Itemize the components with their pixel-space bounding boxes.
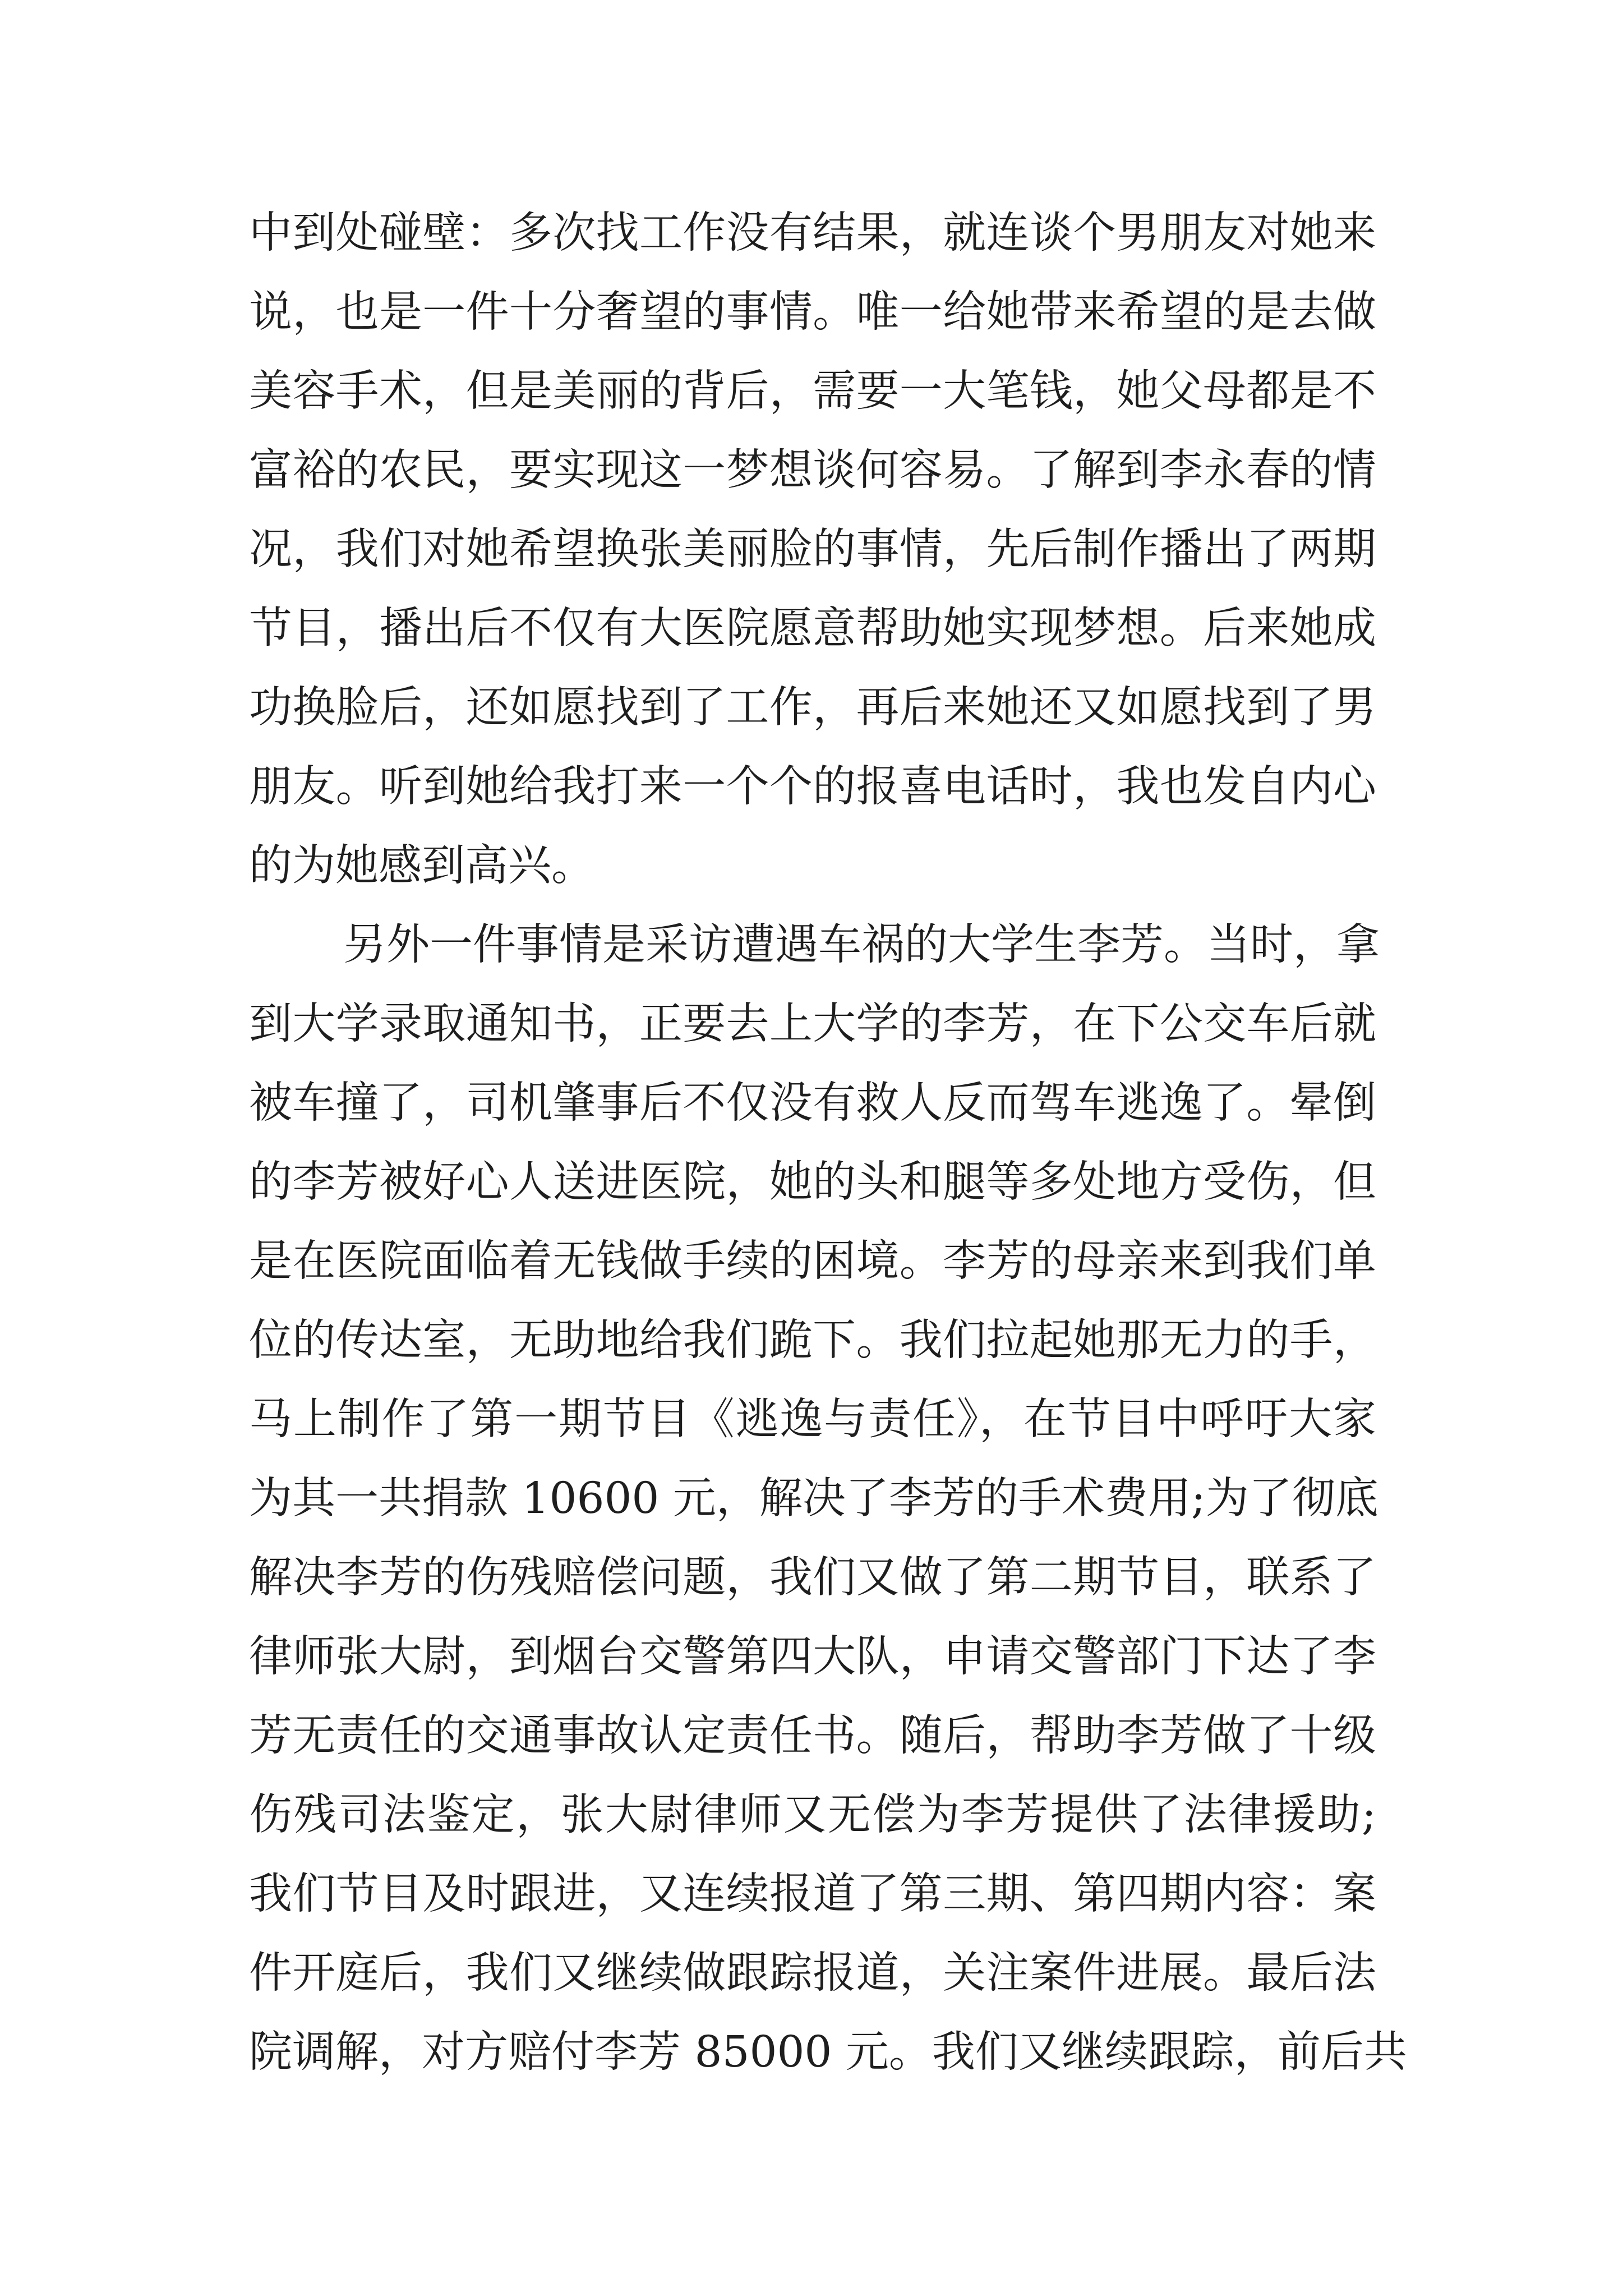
text-line: 位的传达室，无助地给我们跪下。我们拉起她那无力的手，	[249, 1315, 1376, 1365]
paragraph-end-line: 的为她感到高兴。	[249, 841, 594, 891]
text-line: 是在医院面临着无钱做手续的困境。李芳的母亲来到我们单	[249, 1236, 1376, 1286]
text-line: 到大学录取通知书，正要去上大学的李芳，在下公交车后就	[249, 999, 1376, 1049]
text-line: 解决李芳的伤残赔偿问题，我们又做了第二期节目，联系了	[249, 1553, 1376, 1603]
text-line: 美容手术，但是美丽的背后，需要一大笔钱，她父母都是不	[249, 366, 1376, 416]
text-line: 功换脸后，还如愿找到了工作，再后来她还又如愿找到了男	[249, 683, 1376, 733]
text-line: 伤残司法鉴定，张大尉律师又无偿为李芳提供了法律援助;	[249, 1790, 1376, 1840]
text-line: 院调解，对方赔付李芳 85000 元。我们又继续跟踪，前后共	[249, 2027, 1407, 2077]
text-line: 朋友。听到她给我打来一个个的报喜电话时，我也发自内心	[249, 762, 1376, 812]
text-line: 说，也是一件十分奢望的事情。唯一给她带来希望的是去做	[249, 287, 1376, 337]
paragraph-first-line: 另外一件事情是采访遭遇车祸的大学生李芳。当时，拿	[343, 920, 1380, 970]
text-line: 中到处碰壁：多次找工作没有结果，就连谈个男朋友对她来	[249, 208, 1376, 258]
text-line: 律师张大尉，到烟台交警第四大队，申请交警部门下达了李	[249, 1632, 1376, 1682]
text-line: 芳无责任的交通事故认定责任书。随后，帮助李芳做了十级	[249, 1711, 1376, 1761]
body-text	[249, 194, 1407, 2092]
text-line: 况，我们对她希望换张美丽脸的事情，先后制作播出了两期	[249, 524, 1376, 574]
text-line: 的李芳被好心人送进医院，她的头和腿等多处地方受伤，但	[249, 1157, 1376, 1207]
text-line: 节目，播出后不仅有大医院愿意帮助她实现梦想。后来她成	[249, 604, 1376, 654]
text-line: 富裕的农民，要实现这一梦想谈何容易。了解到李永春的情	[249, 445, 1376, 495]
text-line: 为其一共捐款 10600 元，解决了李芳的手术费用;为了彻底	[249, 1474, 1378, 1524]
text-line: 我们节目及时跟进，又连续报道了第三期、第四期内容：案	[249, 1869, 1376, 1919]
text-line: 被车撞了，司机肇事后不仅没有救人反而驾车逃逸了。晕倒	[249, 1078, 1376, 1128]
text-line: 马上制作了第一期节目《逃逸与责任》，在节目中呼吁大家	[249, 1395, 1376, 1444]
text-line: 件开庭后，我们又继续做跟踪报道，关注案件进展。最后法	[249, 1948, 1376, 1998]
